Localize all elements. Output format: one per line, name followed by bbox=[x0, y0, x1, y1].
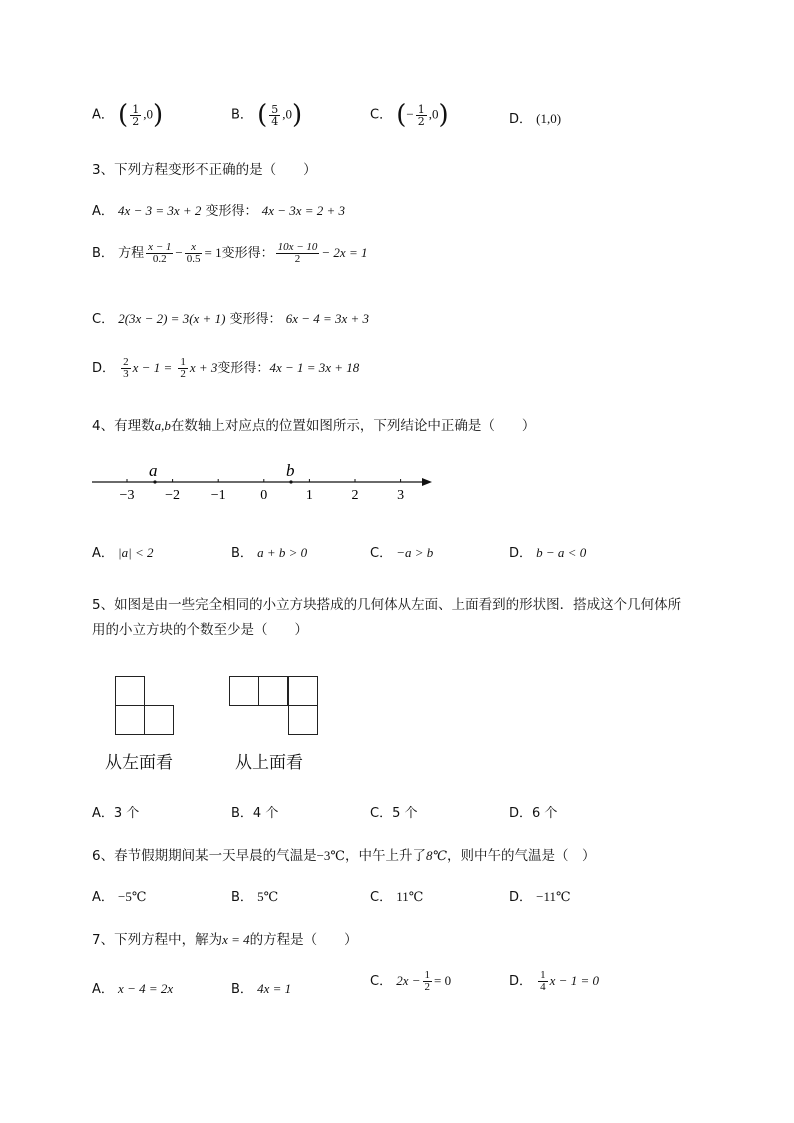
axis-tick-label: 0 bbox=[260, 488, 268, 503]
point-b-label: b bbox=[286, 461, 295, 480]
q6-option-c[interactable]: C． 11℃ bbox=[370, 889, 424, 905]
q5-option-d[interactable]: D．6 个 bbox=[509, 806, 558, 821]
q3-option-a[interactable]: A． 4x − 3 = 3x + 2 变形得： 4x − 3x = 2 + 3 bbox=[92, 203, 346, 219]
q4-option-d[interactable]: D． b − a < 0 bbox=[509, 545, 587, 561]
fraction: $\frac{5}{4}$ bbox=[271, 102, 279, 128]
fraction: $\frac{1}{2}$ bbox=[424, 969, 431, 993]
grid-cell bbox=[229, 676, 259, 706]
q3-stem: 3、下列方程变形不正确的是（ ） bbox=[92, 162, 317, 178]
q4-option-c[interactable]: C． −a > b bbox=[370, 545, 434, 561]
fraction: $\frac{x}{0.5}$ bbox=[186, 241, 201, 265]
q7-option-c[interactable]: C． 2x − $\frac{1}{2}$ = 0 bbox=[370, 969, 452, 993]
caption-top-view: 从上面看 bbox=[235, 753, 303, 773]
fraction: $\frac{1}{2}$ bbox=[180, 356, 186, 380]
q6-stem: 6、春节假期期间某一天早晨的气温是−3℃，中午上升了8℃，则中午的气温是（ ） bbox=[92, 848, 596, 864]
q2-option-a[interactable]: A． ( $\frac{1}{2}$ ,0) bbox=[92, 100, 164, 130]
q6-option-d[interactable]: D． −11℃ bbox=[509, 889, 571, 905]
point-b-dot bbox=[289, 480, 292, 483]
fraction: $\frac{x - 1}{0.2}$ bbox=[148, 241, 172, 265]
axis-tick-label: −2 bbox=[165, 488, 181, 503]
grid-cell bbox=[288, 676, 318, 706]
arrow-right-icon bbox=[422, 478, 432, 486]
grid-cell bbox=[115, 676, 145, 706]
q5-option-b[interactable]: B．4 个 bbox=[231, 806, 279, 821]
fraction: $\frac{10x - 10}{2}$ bbox=[277, 241, 318, 265]
q7-option-a[interactable]: A． x − 4 = 2x bbox=[92, 981, 174, 997]
fraction: $\frac{1}{4}$ bbox=[540, 969, 546, 993]
axis-tick-label: 3 bbox=[397, 488, 405, 503]
point-a-dot bbox=[153, 480, 156, 483]
axis-tick-label: −3 bbox=[119, 488, 135, 503]
q6-option-a[interactable]: A． −5℃ bbox=[92, 889, 147, 905]
fraction: $\frac{1}{2}$ bbox=[132, 102, 140, 128]
q2-option-d[interactable]: D． (1,0) bbox=[509, 111, 562, 127]
caption-left-view: 从左面看 bbox=[105, 753, 173, 773]
number-line bbox=[88, 455, 438, 510]
q5-stem-line2: 用的小立方块的个数至少是（ ） bbox=[92, 622, 308, 638]
grid-cell bbox=[258, 676, 288, 706]
q5-stem-line1: 5、如图是由一些完全相同的小立方块搭成的几何体从左面、上面看到的形状图．搭成这个几何体所 bbox=[92, 597, 682, 613]
axis-tick-label: −1 bbox=[210, 488, 226, 503]
q7-option-d[interactable]: D． $\frac{1}{4}$ x − 1 = 0 bbox=[509, 969, 599, 993]
q7-option-b[interactable]: B． 4x = 1 bbox=[231, 981, 292, 997]
grid-cell bbox=[115, 705, 145, 735]
q5-option-c[interactable]: C．5 个 bbox=[370, 806, 418, 821]
q6-option-b[interactable]: B． 5℃ bbox=[231, 889, 279, 905]
q3-option-c[interactable]: C． 2(3x − 2) = 3(x + 1) 变形得： 6x − 4 = 3x + 3 bbox=[92, 311, 370, 327]
q5-option-a[interactable]: A．3 个 bbox=[92, 806, 140, 821]
q2-option-c[interactable]: C． (− $\frac{1}{2}$ ,0) bbox=[370, 100, 449, 130]
axis-tick-label: 1 bbox=[305, 488, 313, 503]
point-a-label: a bbox=[149, 461, 158, 480]
q3-option-b[interactable]: B． 方程 $\frac{x - 1}{0.2}$ − $\frac{x}{0.5}$ = 1变形得： $\frac{10x - 10}{2}$ − 2x = 1 bbox=[92, 241, 368, 265]
grid-cell bbox=[144, 705, 174, 735]
q7-stem: 7、下列方程中，解为x = 4的方程是（ ） bbox=[92, 932, 358, 948]
grid-cell bbox=[288, 705, 318, 735]
q4-option-a[interactable]: A． |a| < 2 bbox=[92, 545, 154, 561]
q4-stem: 4、有理数a,b在数轴上对应点的位置如图所示，下列结论中正确是（ ） bbox=[92, 418, 536, 434]
axis-tick-label: 2 bbox=[351, 488, 359, 503]
fraction: $\frac{1}{2}$ bbox=[417, 102, 425, 128]
fraction: $\frac{2}{3}$ bbox=[123, 356, 129, 380]
q2-option-b[interactable]: B． ( $\frac{5}{4}$ ,0) bbox=[231, 100, 303, 130]
q4-option-b[interactable]: B． a + b > 0 bbox=[231, 545, 308, 561]
q3-option-d[interactable]: D． $\frac{2}{3}$ x − 1 = $\frac{1}{2}$ x + 3变形得：4x − 1 = 3x + 18 bbox=[92, 356, 360, 380]
